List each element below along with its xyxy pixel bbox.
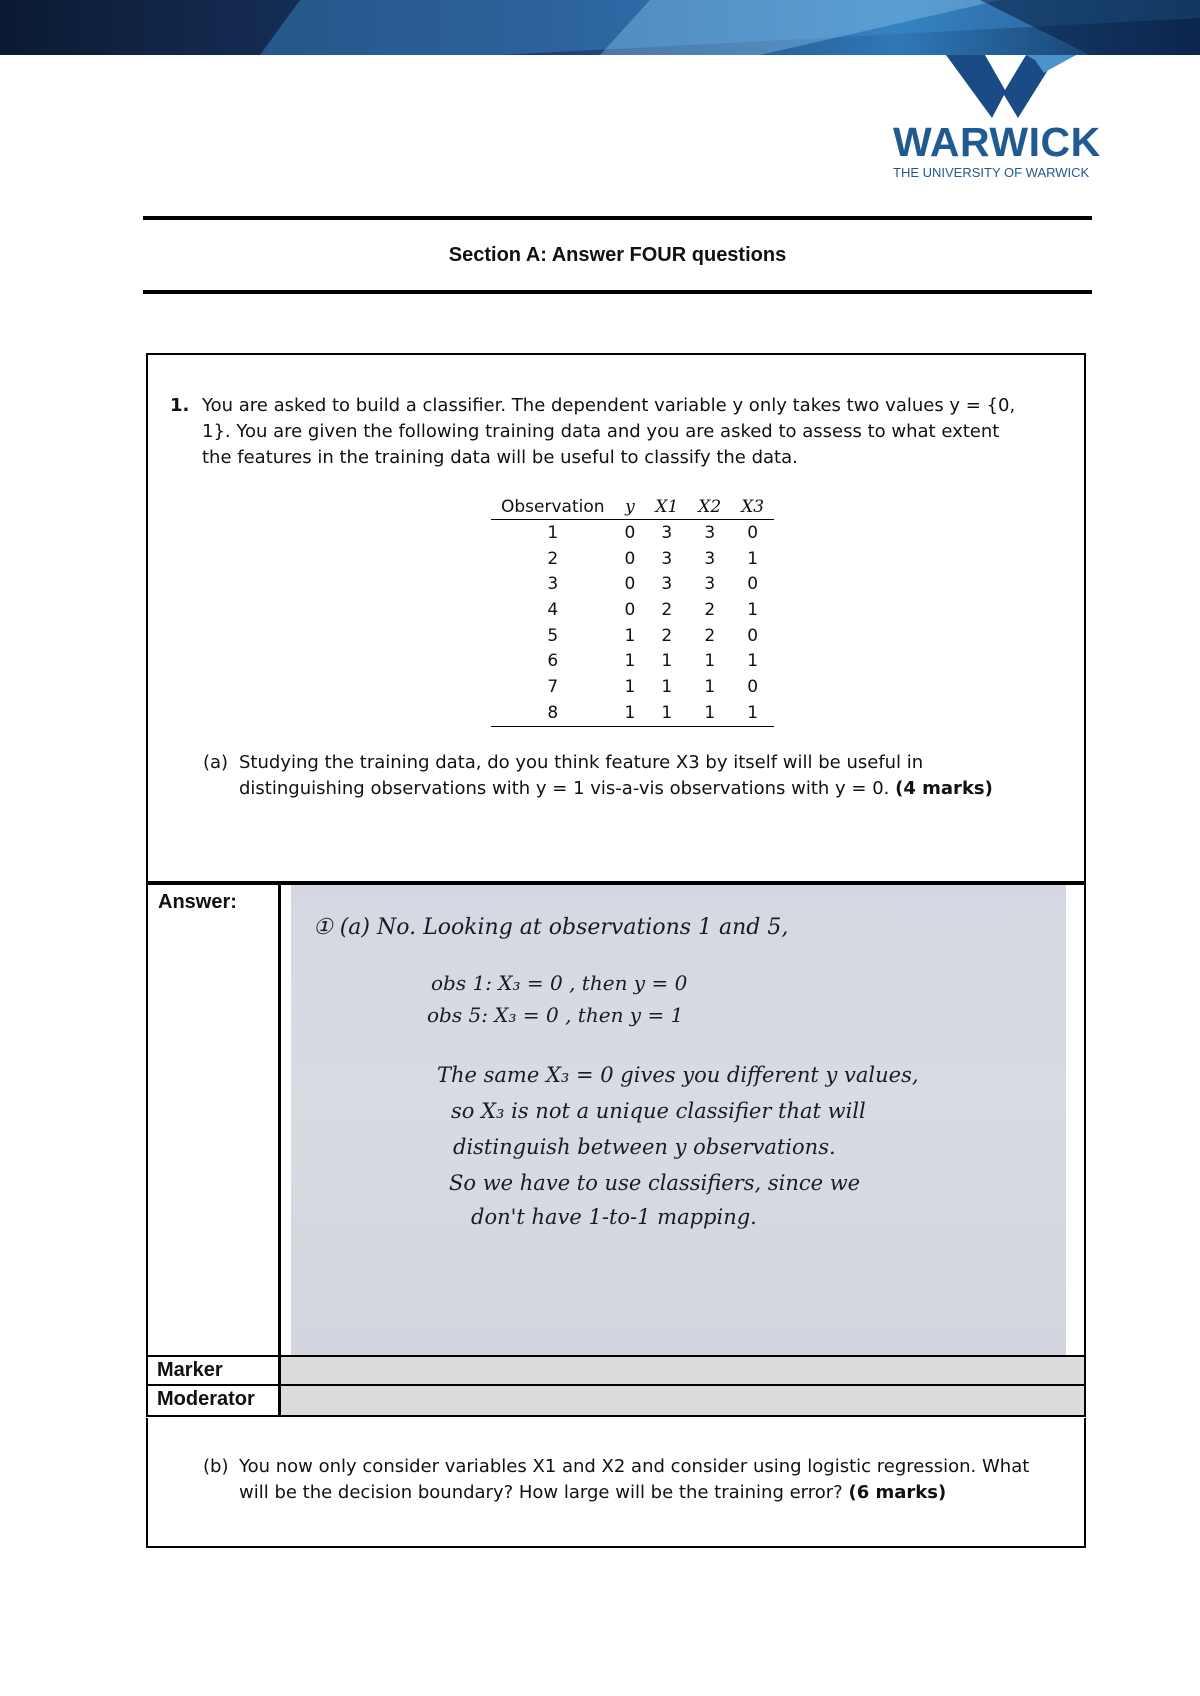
table-header-x2: X2 bbox=[688, 495, 731, 520]
table-row: 5 1 2 2 0 bbox=[547, 625, 759, 646]
table-row: 4 0 2 2 1 bbox=[547, 599, 759, 620]
logo-subtitle: THE UNIVERSITY OF WARWICK bbox=[893, 165, 1090, 180]
table-row: 3 0 3 3 0 bbox=[547, 574, 759, 595]
handwriting-line: don't have 1-to-1 mapping. bbox=[471, 1205, 757, 1229]
answer-box bbox=[146, 882, 1086, 1358]
part-a-label: (a) bbox=[203, 752, 229, 773]
moderator-cell[interactable] bbox=[278, 1386, 1084, 1415]
handwriting-line: so X₃ is not a unique classifier that will bbox=[451, 1099, 866, 1123]
question-intro bbox=[170, 393, 1032, 471]
section-top-rule bbox=[143, 216, 1092, 220]
training-data-table bbox=[491, 495, 774, 727]
handwriting-line: obs 5: X₃ = 0 , then y = 1 bbox=[427, 1003, 684, 1027]
marker-label: Marker bbox=[157, 1359, 223, 1381]
moderator-label: Moderator bbox=[157, 1388, 255, 1410]
table-row: 7 1 1 1 0 bbox=[547, 676, 759, 697]
table-header-y: y bbox=[615, 495, 646, 520]
part-b bbox=[203, 1454, 1039, 1506]
part-a-text: Studying the training data, do you think feature X3 by itself will be useful in distinguishing observations with y = 1 vis-a-vis observations with y = 0. bbox=[239, 752, 924, 799]
answer-divider bbox=[278, 885, 281, 1356]
part-a-marks: (4 marks) bbox=[895, 778, 993, 799]
handwriting-line: obs 1: X₃ = 0 , then y = 0 bbox=[431, 971, 688, 995]
handwriting-line: The same X₃ = 0 gives you different y values, bbox=[437, 1063, 919, 1087]
handwritten-answer-photo bbox=[291, 885, 1066, 1355]
table-header-observation: Observation bbox=[491, 495, 615, 520]
part-b-text: You now only consider variables X1 and X2 and consider using logistic regression. What will be the decision boundary? How large will be the training error? bbox=[239, 1456, 1030, 1503]
question-intro-text: You are asked to build a classifier. The dependent variable y only takes two values y = {0, 1}. You are given the following training data and you are asked to assess to what extent the features in the training data will be useful to classify the data. bbox=[202, 395, 1016, 468]
section-bottom-rule bbox=[143, 290, 1092, 294]
section-title: Section A: Answer FOUR questions bbox=[448, 244, 787, 266]
handwriting-line: distinguish between y observations. bbox=[453, 1135, 836, 1159]
part-a bbox=[203, 750, 1019, 802]
part-b-marks: (6 marks) bbox=[848, 1482, 947, 1503]
table-row: 6 1 1 1 1 bbox=[547, 651, 759, 672]
moderator-row bbox=[146, 1386, 1086, 1417]
marker-row bbox=[146, 1355, 1086, 1386]
table-header-x3: X3 bbox=[731, 495, 774, 520]
table-row: 8 1 1 1 1 bbox=[491, 700, 774, 726]
handwriting-line: So we have to use classifiers, since we bbox=[449, 1171, 861, 1195]
question-box-part-b bbox=[146, 1418, 1086, 1548]
logo-name: WARWICK bbox=[893, 119, 1101, 165]
answer-label: Answer: bbox=[158, 891, 237, 913]
question-box bbox=[146, 353, 1086, 883]
table-header-row bbox=[491, 495, 774, 520]
question-number: 1. bbox=[170, 395, 190, 416]
table-row: 2 0 3 3 1 bbox=[547, 548, 759, 569]
marker-cell[interactable] bbox=[278, 1357, 1084, 1384]
table-header-x1: X1 bbox=[645, 495, 688, 520]
table-row: 1 0 3 3 0 bbox=[547, 522, 759, 543]
part-b-label: (b) bbox=[203, 1456, 229, 1477]
warwick-logo-mark bbox=[946, 55, 1076, 118]
handwriting-line: ① (a) No. Looking at observations 1 and 5, bbox=[313, 915, 789, 940]
